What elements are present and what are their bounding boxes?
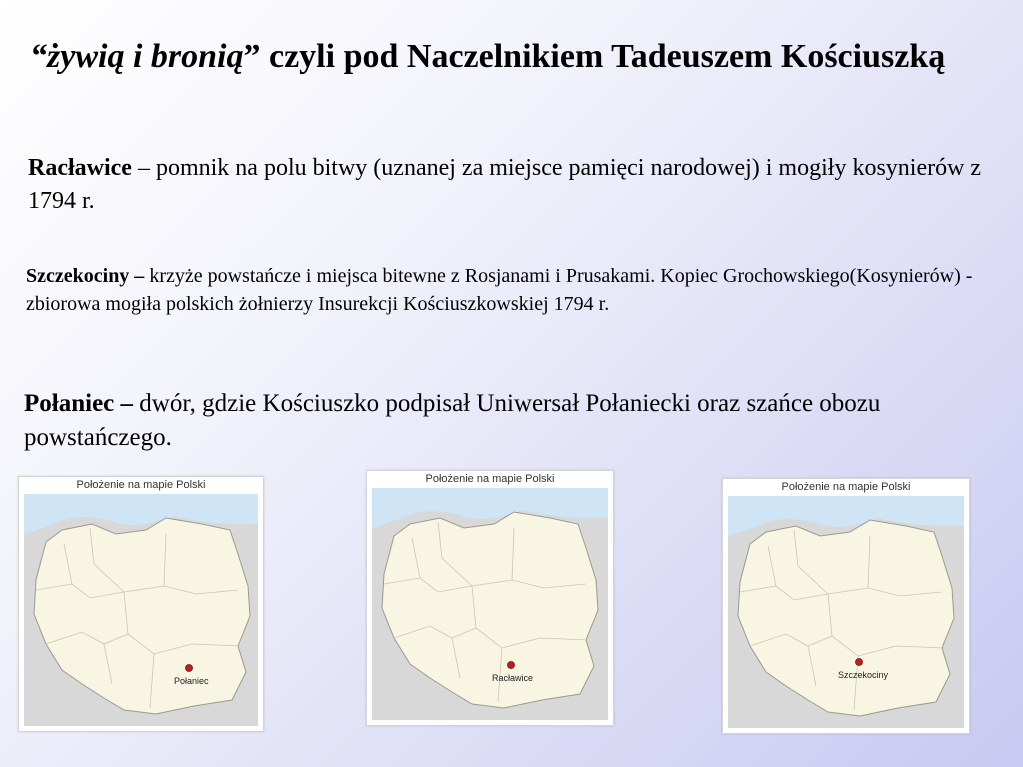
text-szczekociny: krzyże powstańcze i miejsca bitewne z Rosjanami i Prusakami. Kopiec Grochowskiego(Kosynierów) - zbiorowa mogiła polskich żołnierzy Insurekcji Kościuszkowskiej 1794 r. xyxy=(26,265,973,315)
term-polaniec: Połaniec – xyxy=(24,390,134,417)
map-caption: Położenie na mapie Polski xyxy=(76,479,206,491)
poland-map-image xyxy=(728,496,964,728)
map-caption: Położenie na mapie Polski xyxy=(781,481,911,493)
map-place-label: Szczekociny xyxy=(838,670,889,680)
map-caption: Położenie na mapie Polski xyxy=(425,473,555,485)
title-italic-word-2: bronią xyxy=(150,38,244,75)
paragraph-polaniec xyxy=(24,387,999,455)
poland-map-image xyxy=(372,488,608,720)
text-raclawice: – pomnik na polu bitwy (uznanej za miejsce pamięci narodowej) i mogiły kosynierów z 1794 r. xyxy=(28,155,982,214)
map-polaniec xyxy=(18,476,264,732)
text-polaniec: dwór, gdzie Kościuszko podpisał Uniwersał Połaniecki oraz szańce obozu powstańczego. xyxy=(24,390,881,451)
poland-map-image xyxy=(24,494,258,726)
title-italic-mid: i xyxy=(124,38,151,75)
term-szczekociny: Szczekociny – xyxy=(26,265,145,287)
paragraph-raclawice xyxy=(28,152,1003,218)
paragraph-szczekociny xyxy=(26,262,1001,318)
title-quote-open: “ xyxy=(30,38,47,75)
term-raclawice: Racławice xyxy=(28,155,132,181)
map-szczekociny xyxy=(722,478,970,734)
slide-title xyxy=(30,36,1000,78)
map-place-label: Racławice xyxy=(492,673,534,683)
title-rest: czyli pod Naczelnikiem Tadeuszem Kościuszką xyxy=(260,38,946,75)
map-place-label: Połaniec xyxy=(174,676,209,686)
map-raclawice xyxy=(366,470,614,726)
title-italic-word-1: żywią xyxy=(47,38,125,75)
title-quote-close: ” xyxy=(243,38,261,75)
